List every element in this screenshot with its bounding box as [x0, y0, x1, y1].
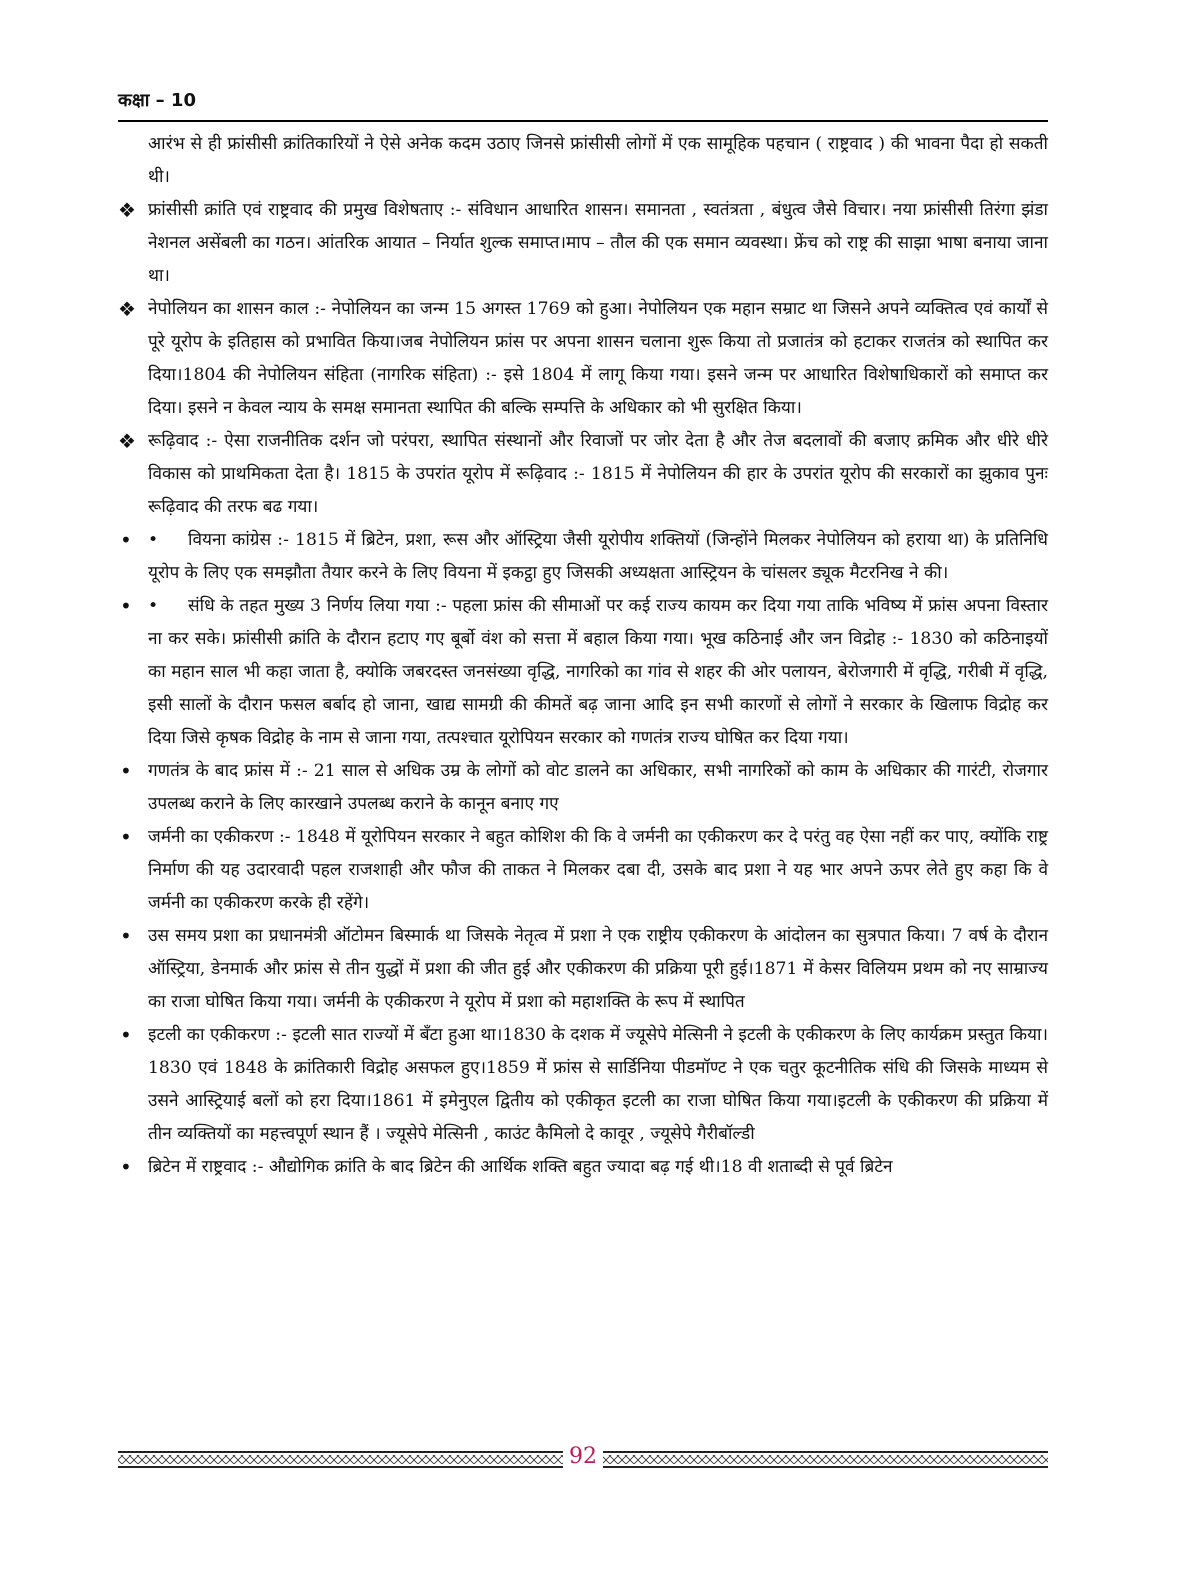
paragraph-italian-unification: [118, 1019, 1048, 1151]
bullet-icon: •: [120, 1155, 132, 1179]
page-header: कक्षा – 10: [118, 90, 196, 111]
bullet-icon: •: [120, 924, 132, 948]
paragraph-text: इटली का एकीकरण :- इटली सात राज्यों में बँटा हुआ था।1830 के दशक में ज्यूसेपे मेत्सिनी ने इटली के एकीकरण के लिए कार्यक्रम प्रस्तुत किया।1830 एवं 1848 के क्रांतिकारी विद्रोह असफल हुए।1859 में फ्रांस से सार्डिनिया पीडमॉण्ट ने एक चतुर कूटनीतिक संधि की जिसके माध्यम से उसने आस्ट्रियाई बलों को हरा दिया।1861 में इमेनुएल द्वितीय को एकीकृत इटली का राजा घोषित किया गया।इटली के एकीकरण की प्रक्रिया में तीन व्यक्तियों का महत्त्वपूर्ण स्थान हैं । ज्यूसेपे मेत्सिनी , काउंट कैमिलो दे कावूर , ज्यूसेपे गैरीबॉल्डी: [148, 1025, 1048, 1144]
inner-bullet-icon: •: [148, 596, 159, 616]
paragraph-german-unification: [118, 821, 1048, 920]
paragraph-vienna-congress: [118, 524, 1048, 590]
paragraph-text: उस समय प्रशा का प्रधानमंत्री ऑटोमन बिस्मार्क था जिसके नेतृत्व में प्रशा ने एक राष्ट्रीय एकीकरण के आंदोलन का सुत्रपात किया। 7 वर्ष के दौरान ऑस्ट्रिया, डेनमार्क और फ्रांस से तीन युद्धों में प्रशा की जीत हुई और एकीकरण की प्रक्रिया पूरी हुई।1871 में केसर विलियम प्रथम को नए साम्राज्य का राजा घोषित किया गया। जर्मनी के एकीकरण ने यूरोप में प्रशा को महाशक्ति के रूप में स्थापित: [148, 926, 1048, 1012]
paragraph-napoleon: [118, 293, 1048, 425]
paragraph-text: नेपोलियन का शासन काल :- नेपोलियन का जन्म 15 अगस्त 1769 को हुआ। नेपोलियन एक महान सम्राट था जिसने अपने व्यक्तित्व एवं कार्यों से पूरे यूरोप के इतिहास को प्रभावित किया।जब नेपोलियन फ्रांस पर अपना शासन चलाना शुरू किया तो प्रजातंत्र को हटाकर राजतंत्र को स्थापित कर दिया।1804 की नेपोलियन संहिता (नागरिक संहिता) :- इसे 1804 में लागू किया गया। इसने जन्म पर आधारित विशेषाधिकारों को समाप्त कर दिया। इसने न केवल न्याय के समक्ष समानता स्थापित की बल्कि सम्पत्ति के अधिकार को भी सुरक्षित किया।: [148, 299, 1048, 418]
paragraph-bismarck: [118, 920, 1048, 1019]
paragraph-republic-france: [118, 755, 1048, 821]
diamond-bullet-icon: ❖: [118, 297, 136, 321]
paragraph-text: रूढ़िवाद :- ऐसा राजनीतिक दर्शन जो परंपरा, स्थापित संस्थानों और रिवाजों पर जोर देता है और तेज बदलावों की बजाए क्रमिक और धीरे धीरे विकास को प्राथमिकता देता है। 1815 के उपरांत यूरोप में रूढ़िवाद :- 1815 में नेपोलियन की हार के उपरांत यूरोप की सरकारों का झुकाव पुनः रूढ़िवाद की तरफ बढ गया।: [148, 431, 1048, 517]
paragraph-conservatism: [118, 425, 1048, 524]
paragraph-text: जर्मनी का एकीकरण :- 1848 में यूरोपियन सरकार ने बहुत कोशिश की कि वे जर्मनी का एकीकरण कर दे परंतु वह ऐसा नहीं कर पाए, क्योंकि राष्ट्र निर्माण की यह उदारवादी पहल राजशाही और फौज की ताकत ने मिलकर दबा दी, उसके बाद प्रशा ने यह भार अपने ऊपर लेते हुए कहा कि वे जर्मनी का एकीकरण करके ही रहेंगे।: [148, 827, 1048, 913]
page-number: 92: [563, 1444, 603, 1469]
bullet-icon: •: [120, 594, 132, 618]
diamond-bullet-icon: ❖: [118, 429, 136, 453]
paragraph-intro: [118, 128, 1048, 194]
diamond-bullet-icon: ❖: [118, 198, 136, 222]
bullet-icon: •: [120, 528, 132, 552]
bullet-icon: •: [120, 825, 132, 849]
paragraph-text: ब्रिटेन में राष्ट्रवाद :- औद्योगिक क्रांति के बाद ब्रिटेन की आर्थिक शक्ति बहुत ज्यादा बढ़ गई थी।18 वी शताब्दी से पूर्व ब्रिटेन: [148, 1157, 893, 1177]
paragraph-text: वियना कांग्रेस :- 1815 में ब्रिटेन, प्रशा, रूस और ऑस्ट्रिया जैसी यूरोपीय शक्तियों (जिन्होंने मिलकर नेपोलियन को हराया था) के प्रतिनिधि यूरोप के लिए एक समझौता तैयार करने के लिए वियना में इकट्ठा हुए जिसकी अध्यक्षता आस्ट्रियन के चांसलर ड्यूक मैटरनिख ने की।: [148, 530, 1048, 583]
header-rule: [118, 120, 1048, 122]
bullet-icon: •: [120, 759, 132, 783]
page-content: [118, 128, 1048, 1184]
bullet-icon: •: [120, 1023, 132, 1047]
paragraph-text: संधि के तहत मुख्य 3 निर्णय लिया गया :- पहला फ्रांस की सीमाओं पर कई राज्य कायम कर दिया गया ताकि भविष्य में फ्रांस अपना विस्तार ना कर सके। फ्रांसीसी क्रांति के दौरान हटाए गए बूर्बो वंश को सत्ता में बहाल किया गया। भूख कठिनाई और जन विद्रोह :- 1830 को कठिनाइयों का महान साल भी कहा जाता है, क्योकि जबरदस्त जनसंख्या वृद्धि, नागरिको का गांव से शहर की ओर पलायन, बेरोजगारी में वृद्धि, गरीबी में वृद्धि, इसी सालों के दौरान फसल बर्बाद हो जाना, खाद्य सामग्री की कीमतें बढ़ जाना आदि इन सभी कारणों से लोगों ने सरकार के खिलाफ विद्रोह कर दिया जिसे कृषक विद्रोह के नाम से जाना गया, तत्पश्चात यूरोपियन सरकार को गणतंत्र राज्य घोषित कर दिया गया।: [148, 596, 1048, 748]
paragraph-britain-nationalism: [118, 1151, 1048, 1184]
paragraph-treaty-decisions: [118, 590, 1048, 755]
inner-bullet-icon: •: [148, 530, 159, 550]
paragraph-text: फ्रांसीसी क्रांति एवं राष्ट्रवाद की प्रमुख विशेषताए :- संविधान आधारित शासन। समानता , स्वतंत्रता , बंधुत्व जैसे विचार। नया फ्रांसीसी तिरंगा झंडा नेशनल असेंबली का गठन। आंतरिक आयात – निर्यात शुल्क समाप्त।माप – तौल की एक समान व्यवस्था। फ्रेंच को राष्ट्र की साझा भाषा बनाया जाना था।: [148, 200, 1048, 286]
page-footer: [118, 1444, 1048, 1474]
paragraph-text: गणतंत्र के बाद फ्रांस में :- 21 साल से अधिक उम्र के लोगों को वोट डालने का अधिकार, सभी नागरिकों को काम के अधिकार की गारंटी, रोजगार उपलब्ध कराने के लिए कारखाने उपलब्ध कराने के कानून बनाए गए: [148, 761, 1048, 814]
paragraph-french-revolution-features: [118, 194, 1048, 293]
paragraph-text: आरंभ से ही फ्रांसीसी क्रांतिकारियों ने ऐसे अनेक कदम उठाए जिनसे फ्रांसीसी लोगों में एक सामूहिक पहचान ( राष्ट्रवाद ) की भावना पैदा हो सकती थी।: [148, 134, 1048, 187]
